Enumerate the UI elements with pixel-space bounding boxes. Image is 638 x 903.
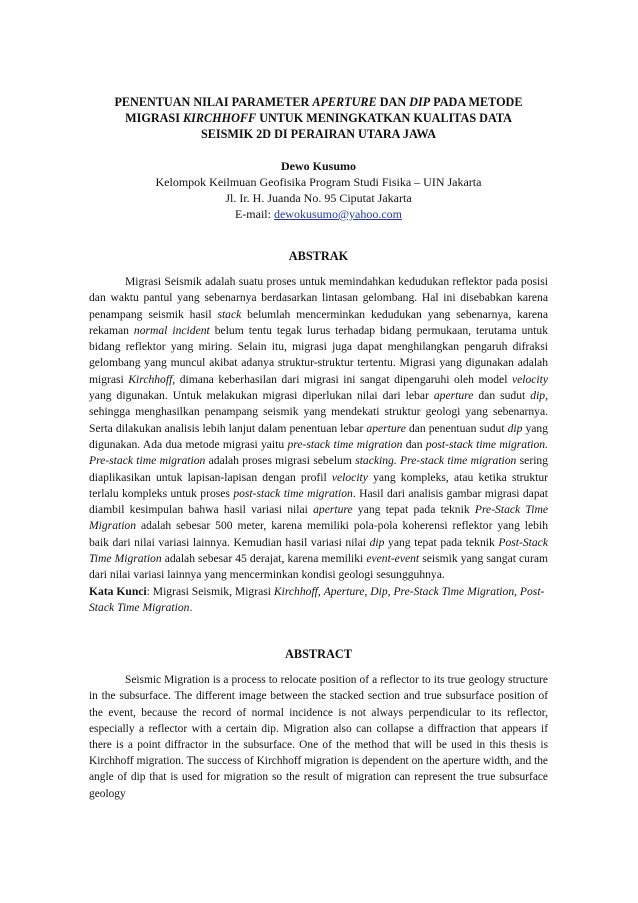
paper-title bbox=[89, 94, 548, 142]
author-email-link[interactable]: dewokusumo@yahoo.com bbox=[273, 207, 403, 221]
abstract-heading: ABSTRACT bbox=[285, 647, 352, 662]
author-block bbox=[89, 158, 548, 222]
abstrak-paragraph: Migrasi Seismik adalah suatu proses untuk memindahkan kedudukan reflektor pada posisi dan waktu pantul yang sebenarnya berdasarkan lintasan gelombang. Hal ini disebabkan karena penampang seismik hasil stack belumlah mencerminkan kedudukan yang sebenarnya, karena rekaman normal incident belum tentu tegak lurus terhadap bidang permukaan, terutama untuk bidang reflektor yang miring. Selain itu, migrasi juga dapat menghilangkan pengaruh difraksi gelombang yang muncul akibat adanya struktur-struktur tertentu. Migrasi yang digunakan adalah migrasi Kirchhoff, dimana keberhasilan dari migrasi ini sangat dipengaruhi oleh model velocity yang digunakan. Untuk melakukan migrasi diperlukan nilai dari lebar aperture dan sudut dip, sehingga menghasilkan penampang seismik yang mendekati struktur geologi yang sebenarnya. Serta dilakukan analisis lebih lanjut dalam penentuan lebar aperture dan penentuan sudut dip yang digunakan. Ada dua metode migrasi yaitu pre-stack time migration dan post-stack time migration. Pre-stack time migration adalah proses migrasi sebelum stacking. Pre-stack time migration sering diaplikasikan untuk lapisan-lapisan dengan profil velocity yang kompleks, atau ketika struktur terlalu kompleks untuk proses post-stack time migration. Hasil dari analisis gambar migrasi dapat diambil kesimpulan bahwa hasil variasi nilai aperture yang tepat pada teknik Pre-Stack Time Migration adalah sebesar 500 meter, karena memiliki pola-pola koherensi reflektor yang lebih baik dari nilai variasi lainnya. Kemudian hasil variasi nilai dip yang tepat pada teknik Post-Stack Time Migration adalah sebesar 45 derajat, karena memiliki event-event seismik yang sangat curam dari nilai variasi lainnya yang mencerminkan kondisi geologi sesungguhnya. bbox=[89, 275, 549, 582]
title-line-1: PENENTUAN NILAI PARAMETER APERTURE DAN DIP PADA METODE bbox=[114, 95, 523, 109]
keywords-line: Kata Kunci: Migrasi Seismik, Migrasi Kirchhoff, Aperture, Dip, Pre-Stack Time Migration, Post-Stack Time Migration. bbox=[89, 584, 545, 614]
author-name: Dewo Kusumo bbox=[280, 159, 356, 173]
abstrak-heading: ABSTRAK bbox=[288, 249, 349, 263]
author-affiliation: Kelompok Keilmuan Geofisika Program Studi Fisika – UIN Jakarta bbox=[155, 175, 482, 189]
title-line-3: SEISMIK 2D DI PERAIRAN UTARA JAWA bbox=[200, 127, 437, 141]
title-line-2: MIGRASI KIRCHHOFF UNTUK MENINGKATKAN KUALITAS DATA bbox=[125, 111, 512, 125]
author-address: Jl. Ir. H. Juanda No. 95 Ciputat Jakarta bbox=[225, 191, 412, 205]
abstract-paragraph: Seismic Migration is a process to relocate position of a reflector to its true geology structure in the subsurface. The different image between the stacked section and true subsurface position of the event, because the record of normal incidence is not always perpendicular to its reflector, especially a reflector with a certain dip. Migration also can collapse a diffraction that appears if there is a point diffractor in the subsurface. One of the method that will be used in this thesis is Kirchhoff migration. The success of Kirchhoff migration is dependent on the aperture width, and the angle of dip that is used for migration so the result of migration can represent the true subsurface geology bbox=[89, 674, 548, 800]
keywords-label: Kata Kunci bbox=[89, 584, 147, 598]
author-email-line: E-mail: dewokusumo@yahoo.com bbox=[234, 207, 403, 221]
paper-page bbox=[89, 94, 548, 802]
